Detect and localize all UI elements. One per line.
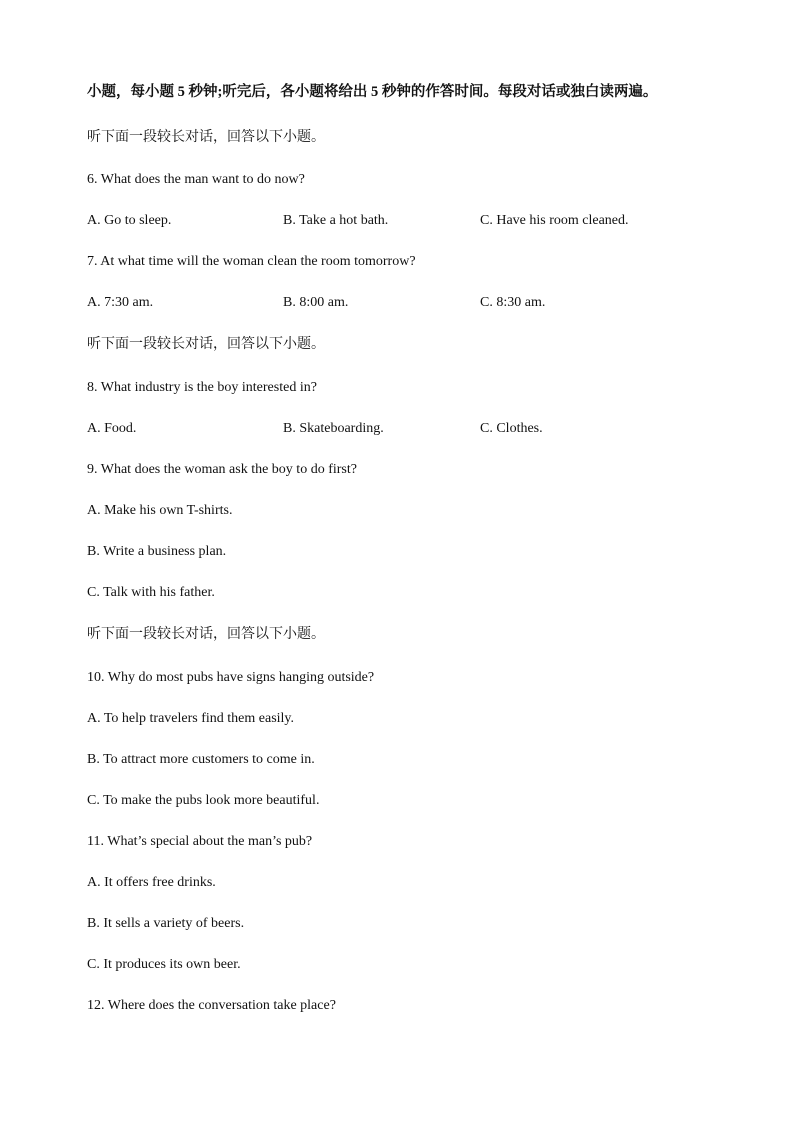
question-9-stem: 9. What does the woman ask the boy to do first? — [87, 462, 357, 477]
question-10-option-c: C. To make the pubs look more beautiful. — [87, 793, 320, 808]
question-9-option-c: C. Talk with his father. — [87, 585, 215, 600]
question-10-option-b: B. To attract more customers to come in. — [87, 752, 315, 767]
question-6-option-a: A. Go to sleep. — [87, 213, 172, 228]
question-12-stem: 12. Where does the conversation take place? — [87, 998, 336, 1013]
instructions-text: 小题，每小题 5 秒钟;听完后，各小题将给出 5 秒钟的作答时间。每段对话或独白读两遍。 — [87, 84, 658, 100]
question-9-option-b: B. Write a business plan. — [87, 544, 227, 559]
question-6-stem: 6. What does the man want to do now? — [87, 172, 305, 187]
question-8-option-a: A. Food. — [87, 421, 137, 436]
question-11-stem: 11. What’s special about the man’s pub? — [87, 834, 313, 849]
question-6-option-b: B. Take a hot bath. — [283, 213, 389, 228]
question-11-option-a: A. It offers free drinks. — [87, 875, 216, 890]
question-8-stem: 8. What industry is the boy interested in? — [87, 380, 317, 395]
question-7-option-a: A. 7:30 am. — [87, 295, 154, 310]
question-8-option-b: B. Skateboarding. — [283, 421, 384, 436]
section-heading: 听下面一段较长对话，回答以下小题。 — [87, 337, 325, 352]
question-8-option-c: C. Clothes. — [480, 421, 543, 436]
question-6-option-c: C. Have his room cleaned. — [480, 213, 629, 228]
question-7-option-c: C. 8:30 am. — [480, 295, 546, 310]
question-10-option-a: A. To help travelers find them easily. — [87, 711, 295, 726]
question-11-option-b: B. It sells a variety of beers. — [87, 916, 245, 931]
section-heading: 听下面一段较长对话，回答以下小题。 — [87, 627, 325, 642]
question-11-option-c: C. It produces its own beer. — [87, 957, 241, 972]
question-10-stem: 10. Why do most pubs have signs hanging outside? — [87, 670, 375, 685]
section-heading: 听下面一段较长对话，回答以下小题。 — [87, 130, 325, 145]
question-9-option-a: A. Make his own T-shirts. — [87, 503, 233, 518]
question-7-option-b: B. 8:00 am. — [283, 295, 349, 310]
question-7-stem: 7. At what time will the woman clean the room tomorrow? — [87, 254, 416, 269]
